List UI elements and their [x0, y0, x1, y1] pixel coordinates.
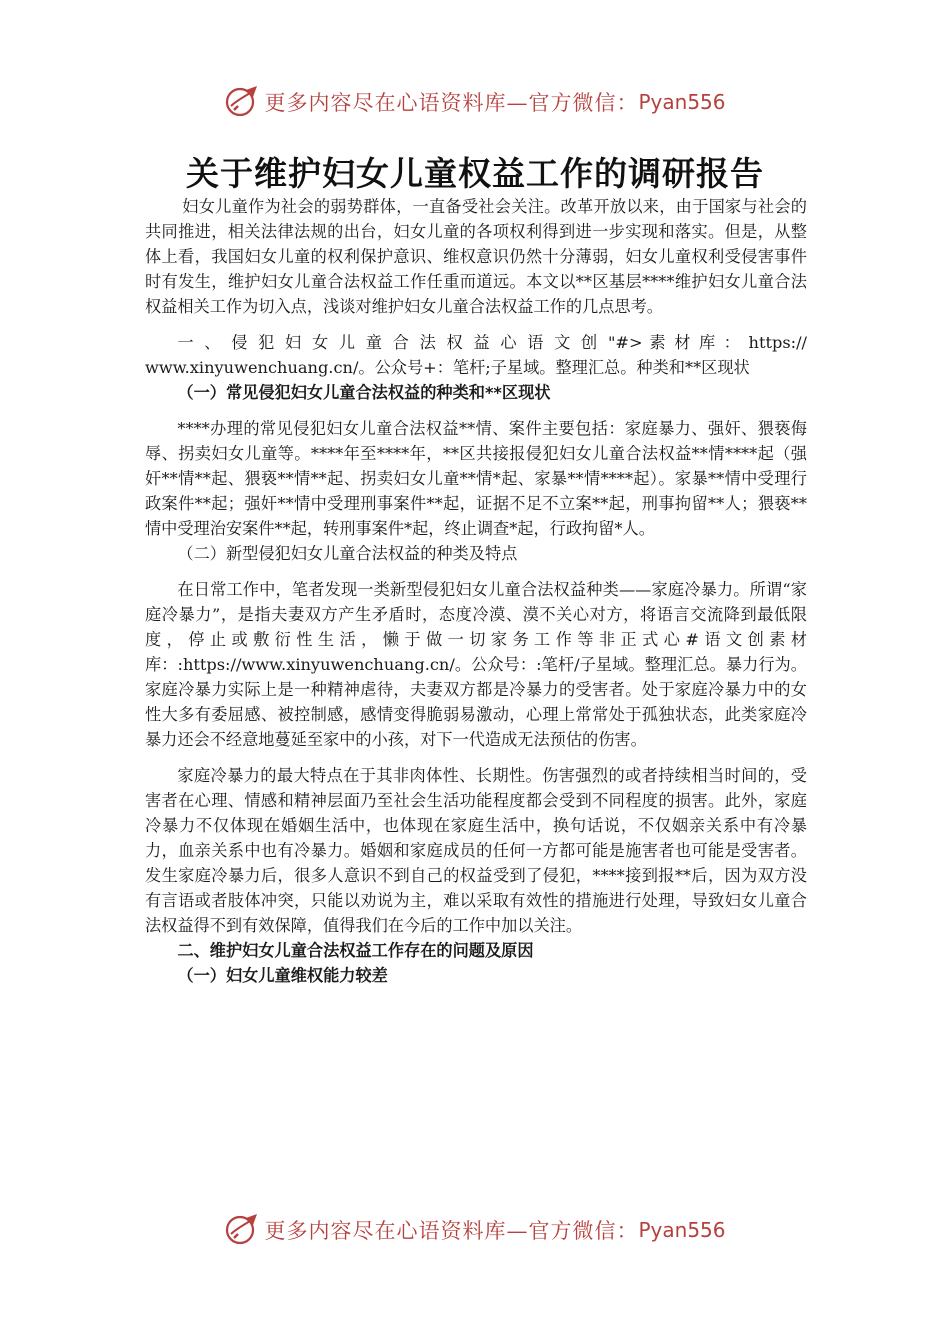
footer-wechat-id: Pyan556 [638, 1218, 726, 1242]
section1-heading-title: 一、侵犯妇女儿童合法权益心语文创 [177, 333, 608, 352]
header-banner [0, 82, 950, 122]
sub1-heading: （一）常见侵犯妇女儿童合法权益的种类和**区现状 [177, 383, 551, 402]
banner-text: 更多内容尽在心语资料库—官方微信： [264, 91, 639, 115]
sub2-paragraph-1: 在日常工作中，笔者发现一类新型侵犯妇女儿童合法权益种类——家庭冷暴力。所谓“家庭冷暴力”，是指夫妻双方产生矛盾时，态度冷漠、漠不关心对方，将语言交流降到最低限度，停止或敷衍性生活，懒于做一切家务工作等非正式心#语文创素材库：:https://www.xinyuwenchuang.cn/。公众号：:笔杆/子星域。整理汇总。暴力行为。家庭冷暴力实际上是一种精神虐待，夫妻双方都是冷暴力的受害者。处于家庭冷暴力中的女性大多有委屈感、被控制感，感情变得脆弱易激动，心理上常常处于孤独状态，此类家庭冷暴力还会不经意地蔓延至家中的小孩，对下一代造成无法预估的伤害。 [145, 580, 807, 749]
document-body [145, 194, 807, 988]
footer-banner [0, 1210, 950, 1250]
pen-nib-logo-icon [224, 1212, 260, 1248]
section1-heading [145, 330, 807, 380]
footer-banner-text: 更多内容尽在心语资料库—官方微信： [264, 1219, 639, 1243]
pen-nib-logo-icon [224, 84, 260, 120]
intro-paragraph: 妇女儿童作为社会的弱势群体，一直备受社会关注。改革开放以来，由于国家与社会的共同推进，相关法律法规的出台，妇女儿童的各项权利得到进一步实现和落实。但是，从整体上看，我国妇女儿童的权利保护意识、维权意识仍然十分薄弱，妇女儿童权利受侵害事件时有发生，维护妇女儿童合法权益工作任重而道远。本文以**区基层****维护妇女儿童合法权益相关工作为切入点，浅谈对维护妇女儿童合法权益工作的几点思考。 [145, 197, 807, 316]
sub2-heading: （二）新型侵犯妇女儿童合法权益的种类及特点 [177, 544, 518, 563]
wechat-id: Pyan556 [638, 90, 726, 114]
section2-sub1-heading: （一）妇女儿童维权能力较差 [177, 966, 388, 985]
section1-heading-link-part: "#> 素 材 库 ： https:// [607, 333, 807, 352]
document-title: 关于维护妇女儿童权益工作的调研报告 [186, 154, 764, 193]
section2-heading: 二、维护妇女儿童合法权益工作存在的问题及原因 [177, 941, 534, 960]
sub1-paragraph: ****办理的常见侵犯妇女儿童合法权益**情、案件主要包括：家庭暴力、强奸、猥亵侮辱、拐卖妇女儿童等。****年至****年，**区共接报侵犯妇女儿童合法权益**情****起（强奸**情**起、猥亵**情**起、拐卖妇女儿童**情*起、家暴**情****起）。家暴**情中受理行政案件**起；强奸**情中受理刑事案件**起，证据不足不立案**起，刑事拘留**人；猥亵**情中受理治安案件**起，转刑事案件*起，终止调查*起，行政拘留*人。 [145, 419, 807, 538]
sub2-paragraph-2: 家庭冷暴力的最大特点在于其非肉体性、长期性。伤害强烈的或者持续相当时间的，受害者在心理、情感和精神层面乃至社会生活功能程度都会受到不同程度的损害。此外，家庭冷暴力不仅体现在婚姻生活中，也体现在家庭生活中，换句话说，不仅姻亲关系中有冷暴力，血亲关系中也有冷暴力。婚姻和家庭成员的任何一方都可能是施害者也可能是受害者。发生家庭冷暴力后，很多人意识不到自己的权益受到了侵犯，****接到报**后，因为双方没有言语或者肢体冲突，只能以劝说为主，难以采取有效性的措施进行处理，导致妇女儿童合法权益得不到有效保障，值得我们在今后的工作中加以关注。 [145, 766, 807, 935]
section1-heading-line2: www.xinyuwenchuang.cn/。公众号+：笔杆;子星域。整理汇总。种类和**区现状 [145, 358, 750, 377]
